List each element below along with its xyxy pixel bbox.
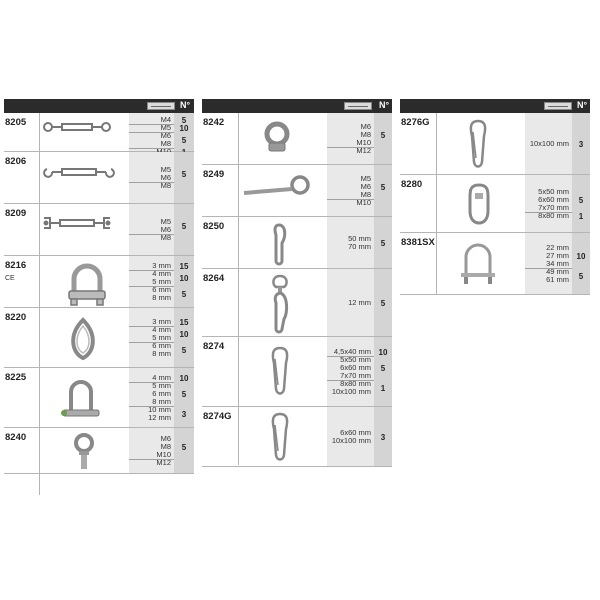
product-row-8216 [4,256,194,308]
size-value: 8 mm [152,397,171,406]
ce-mark: CE [5,275,15,282]
size-value: 4,5x40 mm [333,347,371,356]
size-value: 5 mm [152,381,171,390]
product-row-8276G [400,113,590,175]
quantity-value: 5 [181,346,187,355]
quantity-value: 5 [181,116,187,125]
turnbuckle-jaw-jaw-icon [42,215,112,236]
quantity-value: 5 [380,299,386,308]
product-row-8206 [4,152,194,204]
quick-link-icon [468,183,490,230]
size-value: M8 [360,190,371,199]
size-value: M5 [160,123,171,132]
quantity-value: 5 [380,183,386,192]
brand-logo-icon [344,102,372,110]
quantity-header: N° [577,100,588,110]
product-column-1 [4,99,194,495]
size-value: 4 mm [152,373,171,382]
size-value: 49 mm [546,267,569,276]
eye-nut-icon [260,121,294,160]
size-value: 70 mm [348,242,371,251]
quantity-list [174,368,194,427]
size-value: 7x70 mm [340,371,371,380]
quantity-value: 5 [380,364,386,373]
wire-rope-clip-icon [66,261,108,314]
size-value: M12 [356,146,371,155]
column-header [400,99,590,113]
size-list [525,233,572,294]
size-value: 12 mm [348,298,371,307]
quantity-value: 10 [179,274,189,283]
quantity-value: 5 [380,239,386,248]
size-value: 27 mm [546,251,569,260]
quantity-value: 5 [578,272,584,281]
size-value: M8 [160,181,171,190]
size-value: 6 mm [152,341,171,350]
quantity-value: 5 [181,222,187,231]
quantity-value: 5 [181,170,187,179]
size-list [129,256,174,307]
size-list [327,217,374,268]
product-code: 8209 [5,208,27,219]
size-value: 8x80 mm [538,211,569,220]
size-value: M8 [160,442,171,451]
quantity-list [174,256,194,307]
size-value: 6x60 mm [340,428,371,437]
carabiner-icon [270,345,290,402]
quantity-value: 10 [179,374,189,383]
size-list [327,113,374,164]
quantity-value: 15 [179,318,189,327]
size-value: 3 mm [152,261,171,270]
quantity-value: 10 [179,124,189,133]
column-header [202,99,392,113]
turnbuckle-hook-hook-icon [42,164,116,185]
size-value: M6 [160,173,171,182]
carabiner-icon [468,118,488,175]
size-value: 12 mm [148,413,171,422]
quantity-list [374,165,392,216]
size-value: 34 mm [546,259,569,268]
quantity-list [174,308,194,367]
quantity-list [374,113,392,164]
quantity-value: 1 [380,384,386,393]
eye-screw-icon [242,175,312,206]
quantity-list [572,175,590,232]
size-value: 6x60 mm [538,195,569,204]
product-code: 8274 [203,341,225,352]
size-value: 5x50 mm [538,187,569,196]
product-code: 8242 [203,117,225,128]
size-value: 6 mm [152,389,171,398]
size-value: 3 mm [152,317,171,326]
product-code: 8276G [401,117,430,128]
size-value: M5 [360,174,371,183]
size-value: 10 mm [148,405,171,414]
size-value: 61 mm [546,275,569,284]
size-list [327,165,374,216]
column-header [4,99,194,113]
quantity-list [374,269,392,336]
size-value: 5 mm [152,333,171,342]
product-code: 8225 [5,372,27,383]
quantity-list [174,204,194,255]
product-code: 8250 [203,221,225,232]
product-code: 8220 [5,312,27,323]
product-row-8249 [202,165,392,217]
size-value: 6 mm [152,285,171,294]
product-row-8205 [4,113,194,152]
quantity-list [374,407,392,466]
product-row-8250 [202,217,392,269]
size-value: M12 [156,458,171,467]
size-value: M6 [160,434,171,443]
product-row-8220 [4,308,194,368]
size-value: 10x100 mm [529,139,569,148]
product-row-8240 [4,428,194,474]
product-code: 8206 [5,156,27,167]
product-code: 8205 [5,117,27,128]
quantity-list [174,113,194,151]
quantity-value: 5 [578,196,584,205]
d-shackle-icon [61,376,101,427]
product-code: 8264 [203,273,225,284]
product-row-8242 [202,113,392,165]
product-code: 8280 [401,179,423,190]
size-value: 8x80 mm [340,379,371,388]
brand-logo-icon [147,102,175,110]
quantity-value: 15 [179,262,189,271]
size-value: M6 [360,182,371,191]
size-value: 10x100 mm [331,436,371,445]
quantity-list [174,152,194,203]
size-value: 7x70 mm [538,203,569,212]
size-value: 5x50 mm [340,355,371,364]
size-list [129,204,174,255]
brand-logo-icon [544,102,572,110]
product-code: 8216 [5,260,27,271]
quantity-header: N° [379,100,390,110]
quantity-list [174,428,194,473]
size-value: M6 [360,122,371,131]
size-value: M6 [160,225,171,234]
product-row-8209 [4,204,194,256]
product-code: 8381SX [401,237,435,248]
product-row-8274G [202,407,392,467]
product-code: 8240 [5,432,27,443]
product-row-8381SX [400,233,590,295]
eye-bolt-icon [72,432,96,477]
product-code: 8274G [203,411,232,422]
swivel-snap-hook-icon [268,273,292,338]
product-column-3 [400,99,590,295]
quantity-value: 1 [578,212,584,221]
size-list [129,152,174,203]
product-row-8264 [202,269,392,337]
quantity-value: 10 [378,348,388,357]
size-value: M8 [160,139,171,148]
size-value: M8 [160,233,171,242]
u-bolt-icon [458,241,498,292]
size-value: 8 mm [152,293,171,302]
size-value: M10 [356,198,371,207]
quantity-value: 10 [576,252,586,261]
quantity-header: N° [180,100,191,110]
product-column-2 [202,99,392,465]
size-value: 50 mm [348,234,371,243]
size-list [327,337,374,406]
size-list [129,113,174,151]
quantity-list [374,217,392,268]
size-value: 22 mm [546,243,569,252]
quantity-value: 5 [181,136,187,145]
quantity-value: 5 [181,443,187,452]
quantity-value: 3 [181,410,187,419]
product-row-8280 [400,175,590,233]
size-value: 6x60 mm [340,363,371,372]
size-value: M6 [160,131,171,140]
size-list [129,308,174,367]
size-value: 8 mm [152,349,171,358]
product-code: 8249 [203,169,225,180]
quantity-value: 3 [578,140,584,149]
size-value: M8 [360,130,371,139]
size-list [129,368,174,427]
size-value: 5 mm [152,277,171,286]
size-value: M5 [160,217,171,226]
quantity-list [572,113,590,174]
quantity-value: 5 [380,131,386,140]
size-list [327,269,374,336]
size-list [525,175,572,232]
size-value: M5 [160,165,171,174]
size-value: M10 [156,450,171,459]
carabiner-icon [270,411,290,468]
product-row-8225 [4,368,194,428]
thimble-icon [70,317,96,366]
quantity-list [572,233,590,294]
quantity-value: 3 [380,433,386,442]
size-value: 4 mm [152,325,171,334]
turnbuckle-hook-eye-icon [42,119,112,140]
size-value: M10 [356,138,371,147]
quantity-value: 5 [181,390,187,399]
quantity-list [374,337,392,406]
product-row-8274 [202,337,392,407]
spring-snap-hook-icon [270,221,288,270]
size-list [327,407,374,466]
quantity-value: 10 [179,330,189,339]
size-list [129,428,174,473]
size-list [525,113,572,174]
size-value: 10x100 mm [331,387,371,396]
quantity-value: 5 [181,290,187,299]
size-value: 4 mm [152,269,171,278]
size-value: M4 [160,115,171,124]
